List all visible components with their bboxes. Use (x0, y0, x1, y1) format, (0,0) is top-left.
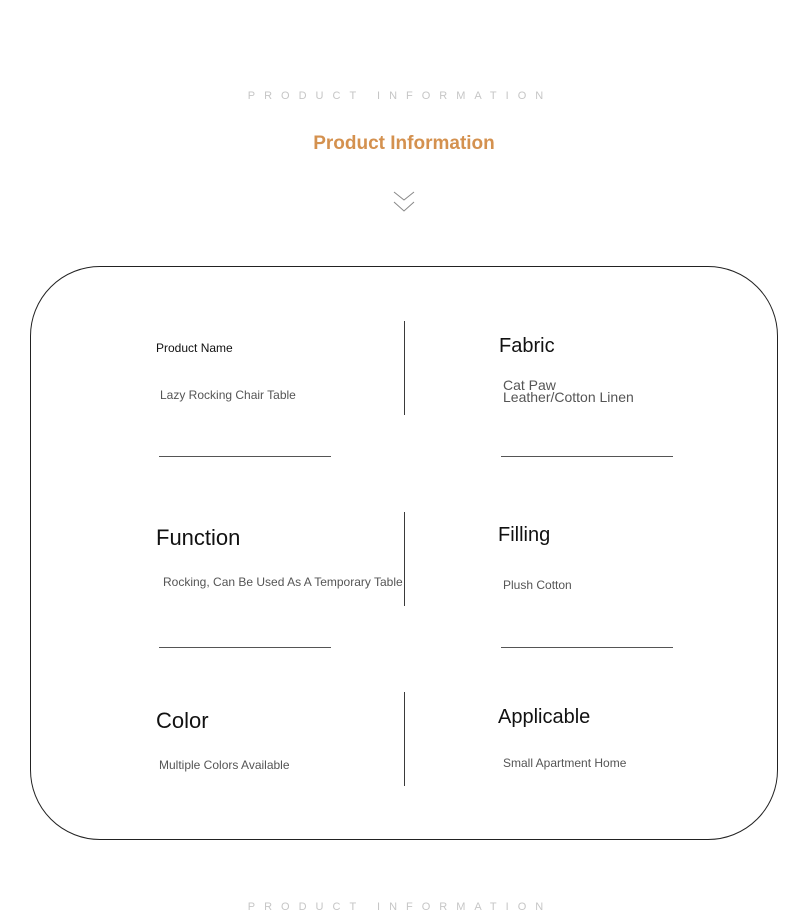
row-separator (501, 647, 673, 648)
applicable-label: Applicable (498, 706, 591, 728)
filling-value: Plush Cotton (503, 578, 572, 592)
fabric-label: Fabric (499, 335, 555, 357)
color-label: Color (156, 708, 209, 733)
column-divider (404, 321, 405, 415)
function-label: Function (156, 525, 241, 550)
page-title: Product Information (313, 133, 495, 154)
fabric-value-line-1: Cat Paw (503, 377, 556, 393)
fabric-value (503, 379, 634, 403)
function-value: Rocking, Can Be Used As A Temporary Table (163, 575, 403, 589)
section-caption: PRODUCT INFORMATION (247, 90, 553, 102)
column-divider (404, 512, 405, 606)
section-caption: PRODUCT INFORMATION (247, 901, 553, 913)
product-name-label: Product Name (156, 341, 233, 355)
row-separator (501, 456, 673, 457)
color-value: Multiple Colors Available (159, 758, 290, 772)
filling-label: Filling (498, 524, 551, 546)
product-name-value: Lazy Rocking Chair Table (160, 388, 296, 402)
row-separator (159, 647, 331, 648)
double-chevron-down-icon (393, 190, 415, 214)
fabric-value-line-2: Leather/Cotton Linen (503, 389, 634, 405)
column-divider (404, 692, 405, 786)
applicable-value: Small Apartment Home (503, 756, 627, 770)
row-separator (159, 456, 331, 457)
